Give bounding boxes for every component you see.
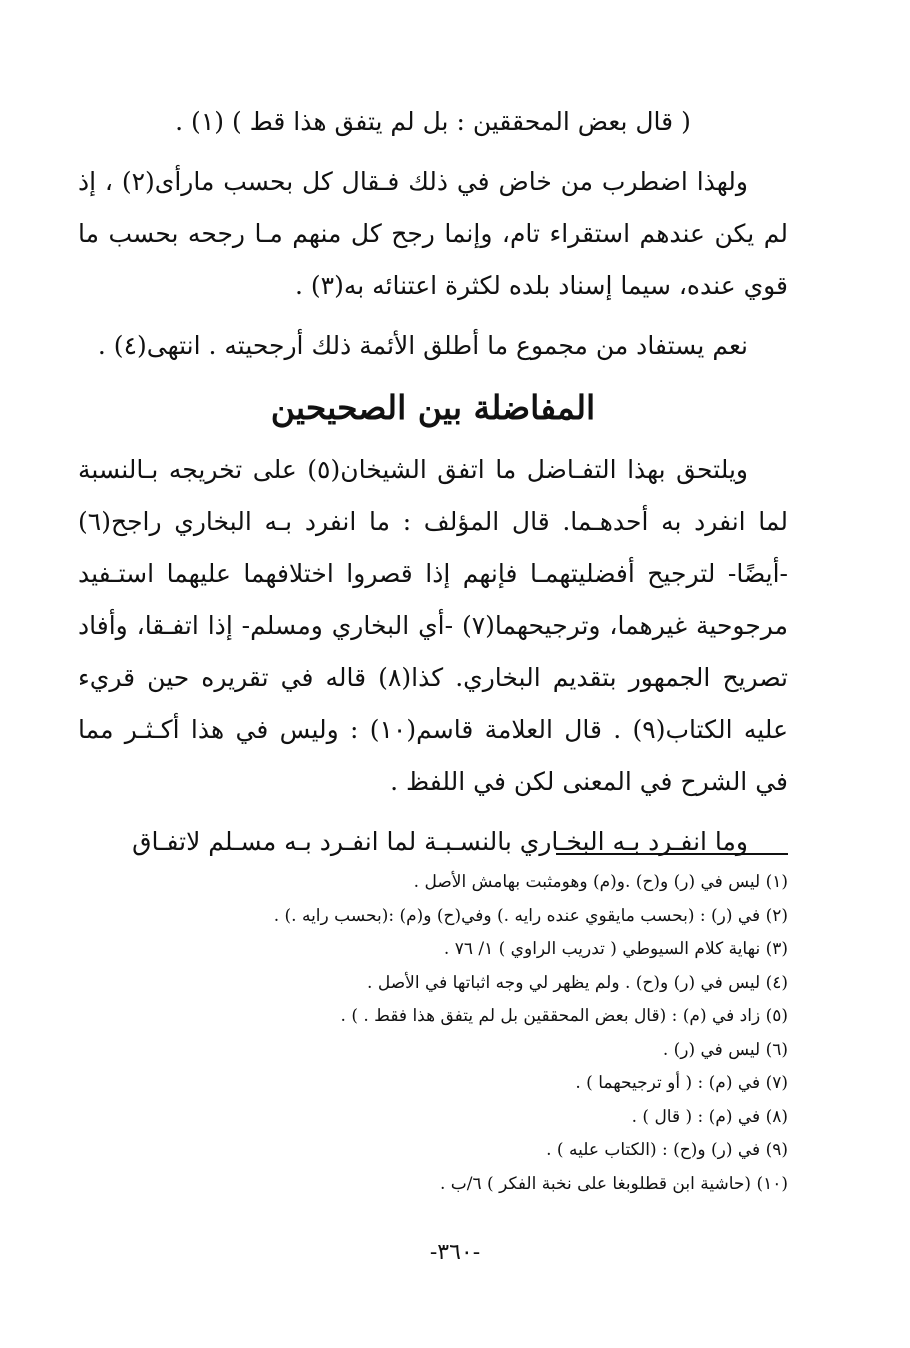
paragraph-2: ولهذا اضطرب من خاض في ذلك فـقال كل بحسب مارأى(٢) ، إذ لم يكن عندهم استقراء تام، وإنما رجح كل منهم مـا رجحه بحسب ما قوي عنده، سيما إسناد بلده لكثرة اعتنائه به(٣) . [78, 167, 788, 300]
main-text [78, 96, 788, 876]
footnote-1: (١) ليس في (ر) و(ح) .و(م) وهومثبت بهامش الأصل . [413, 872, 788, 892]
footnote-4: (٤) ليس في (ر) و(ح) . ولم يظهر لي وجه اثباتها في الأصل . [367, 972, 788, 993]
footnote-7: (٧) في (م) : ( أو ترجيحهما ) . [575, 1073, 788, 1093]
footnote-10: (١٠) (حاشية ابن قطلوبغا على نخبة الفكر ) ٦/ب . [439, 1173, 788, 1194]
paragraph-quote: ( قال بعض المحققين : بل لم يتفق هذا قط ) (١) . [175, 107, 691, 136]
footnote-3: (٣) نهاية كلام السيوطي ( تدريب الراوي ) ١/ ٧٦ . [443, 939, 788, 959]
paragraph-4: ويلتحق بهذا التفـاضل ما اتفق الشيخان(٥) على تخريجه بـالنسبة لما انفرد به أحدهـما. قال المؤلف : ما انفرد بـه البخاري راجح(٦) -أيضًا- لترجيح أفضليتهمـا فإنهم إذا قصروا اختلافهما عليهما استـفيد مرجوحية غيرهما، وترجيحهما(٧) -أي البخاري ومسلم- إذا اتفـقا، وأفاد تصريح الجمهور بتقديم البخاري. كذا(٨) قاله في تقريره حين قريء عليه الكتاب(٩) . قال العلامة قاسم(١٠) : وليس في هذا أكـثـر مما في الشرح في المعنى لكن في اللفظ . [78, 455, 788, 796]
section-heading: المفاضلة بين الصحيحين [270, 388, 596, 427]
paragraph-3: نعم يستفاد من مجموع ما أطلق الأئمة ذلك أرجحيته . انتهى(٤) . [97, 331, 748, 360]
footnote-6: (٦) ليس في (ر) . [662, 1039, 788, 1060]
footnote-8: (٨) في (م) : ( قال ) . [631, 1106, 788, 1127]
footnote-5: (٥) زاد في (م) : (قال بعض المحققين بل لم يتفق هذا فقط . ) . [340, 1006, 788, 1026]
page-number: -٣٦٠- [429, 1240, 481, 1265]
footnote-9: (٩) في (ر) و(ح) : (الكتاب عليه ) . [546, 1140, 788, 1160]
footnote-2: (٢) في (ر) : (بحسب مايقوي عنده رايه .) وفي(ح) و(م) :(بحسب رايه .) . [273, 905, 788, 926]
paragraph-5: وما انفـرد بـه البخـاري بالنسـبـة لما انفـرد بـه مسـلم لاتفـاق [132, 827, 748, 856]
footnote-separator [556, 853, 788, 855]
footnotes [78, 866, 788, 1201]
